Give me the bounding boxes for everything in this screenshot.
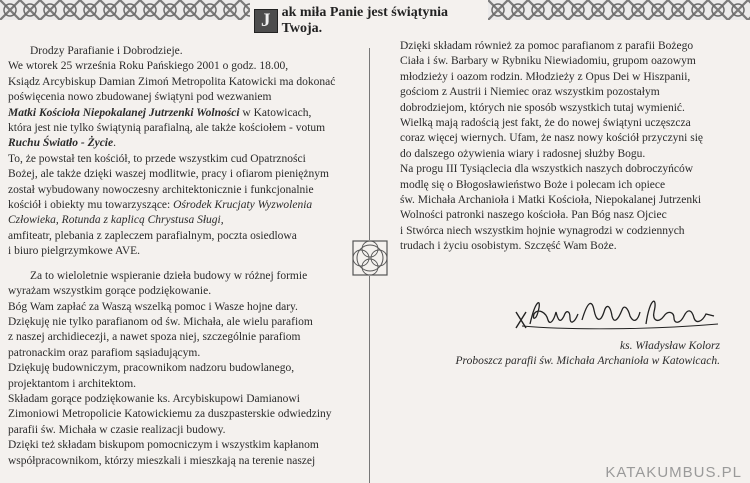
text-line: św. Michała Archanioła i Matki Kościoła, Niepokalanej Jutrzenki: [400, 194, 702, 207]
text-line: Człowieka, Rotunda z kaplicą Chrystusa Sługi,: [8, 214, 224, 227]
handwritten-signature: [508, 290, 728, 340]
text-line: coraz więcej wiernych. Ufam, że nasz nowy kościół przyczyni się: [400, 132, 704, 145]
text-line: współpracownikom, którzy mieszkali i mieszkają na terenie naszej: [8, 454, 316, 467]
right-column: [400, 39, 745, 255]
text-line: Wolności patronki naszego kościoła. Pan Bóg nasz Ojciec: [400, 209, 667, 222]
text-line: modlę się o Błogosławieństwo Boże i polecam ich opiece: [400, 178, 666, 191]
watermark: KATAKUMBUS.PL: [605, 464, 742, 481]
text-line: Matki Kościoła Niepokalanej Jutrzenki Wolności w Katowicach,: [8, 106, 312, 119]
ornamental-border-right: [488, 0, 750, 20]
text-line: Bożej, ale także dzięki waszej modlitwie, pracy i ofiarom pieniężnym: [8, 168, 329, 181]
text-line: kościół i obiekty mu towarzyszące: Ośrodek Krucjaty Wyzwolenia: [8, 199, 313, 212]
text-line: dobrodziejom, których nie sposób wszystkich tutaj wymienić.: [400, 101, 685, 114]
text-line: Bóg Wam zapłać za Waszą wszelką pomoc i Wasze hojne dary.: [8, 300, 298, 313]
text-line: z naszej archidiecezji, a nawet spoza niej, szczególnie parafiom: [8, 331, 301, 344]
text-line: Za to wieloletnie wspieranie dzieła budowy w różnej formie: [30, 269, 308, 282]
text-line: Wielką mają radością jest fakt, że do nowej świątyni uczęszcza: [400, 117, 691, 130]
greeting: Drodzy Parafianie i Dobrodzieje.: [30, 45, 183, 57]
text-line: Dziękuję budowniczym, pracownikom nadzoru budowlanego,: [8, 362, 295, 375]
text-line: gościom z Austrii i Niemiec oraz wszystkim pozostałym: [400, 86, 660, 99]
drop-cap: J: [254, 9, 278, 33]
text-line: amfiteatr, plebania z zapleczem parafialnym, poczta osiedlowa: [8, 229, 297, 242]
text-line: Ruchu Światło - Życie.: [8, 137, 116, 150]
signature-name: ks. Władysław Kolorz: [620, 340, 720, 352]
text-line: Ksiądz Arcybiskup Damian Zimoń Metropolita Katowicki ma dokonać: [8, 75, 336, 88]
text-line: Ciała i św. Barbary w Rybniku Niewiadomiu, grupom oazowym: [400, 55, 696, 68]
text-line: do dalszego ożywienia wiary i radosnej służby Bogu.: [400, 147, 646, 160]
text-line: Na progu III Tysiąclecia dla wszystkich naszych dobroczyńców: [400, 163, 694, 176]
text-line: projektantom i architektom.: [8, 377, 137, 390]
ornament-icon: [352, 240, 388, 276]
text-line: która jest nie tylko świątynią parafialną, ale także kościołem - votum: [8, 122, 326, 135]
text-line: młodzieży i oazom rodzin. Młodzieży z Opus Dei w Hiszpanii,: [400, 70, 691, 83]
text-line: We wtorek 25 września Roku Pańskiego 2001 o godz. 18.00,: [8, 60, 289, 73]
text-line: poświęcenia nowo zbudowanej świątyni pod wezwaniem: [8, 91, 272, 104]
text-line: Składam gorące podziękowanie ks. Arcybiskupowi Damianowi: [8, 392, 300, 405]
text-line: i Stwórca niech wszystkim hojnie wynagrodzi w codziennych: [400, 224, 685, 237]
text-line: To, że powstał ten kościół, to przede wszystkim cud Opatrzności: [8, 152, 306, 165]
signature-role: Proboszcz parafii św. Michała Archanioła w Katowicach.: [455, 355, 720, 367]
text-line: został wybudowany nowoczesny architektonicznie i funkcjonalnie: [8, 183, 314, 196]
text-line: Zimoniowi Metropolicie Katowickiemu za duszpasterskie odwiedziny: [8, 408, 332, 421]
text-line: i biuro pielgrzymkowe AVE.: [8, 245, 141, 258]
text-line: parafii św. Michała w czasie realizacji budowy.: [8, 423, 226, 436]
left-column: [8, 44, 348, 469]
text-line: Dzięki też składam biskupom pomocniczym i wszystkim kapłanom: [8, 439, 319, 452]
text-line: trudach i życiu osobistym. Szczęść Wam Boże.: [400, 240, 617, 253]
text-line: Dziękuję nie tylko parafianom od św. Michała, ale wielu parafiom: [8, 315, 313, 328]
church-name: Matki Kościoła Niepokalanej Jutrzenki Wolności: [8, 106, 240, 119]
text-line: Dzięki składam również za pomoc parafianom z parafii Bożego: [400, 40, 694, 52]
movement-name: Ruchu Światło - Życie: [8, 137, 114, 150]
ornamental-border-left: [0, 0, 250, 20]
text-line: patronackim oraz parafiom sąsiadującym.: [8, 346, 201, 359]
page-title: [250, 4, 488, 38]
title-text: ak miła Panie jest świątynia Twoja.: [281, 5, 449, 36]
text-line: wyrażam wszystkim gorące podziękowanie.: [8, 285, 212, 298]
